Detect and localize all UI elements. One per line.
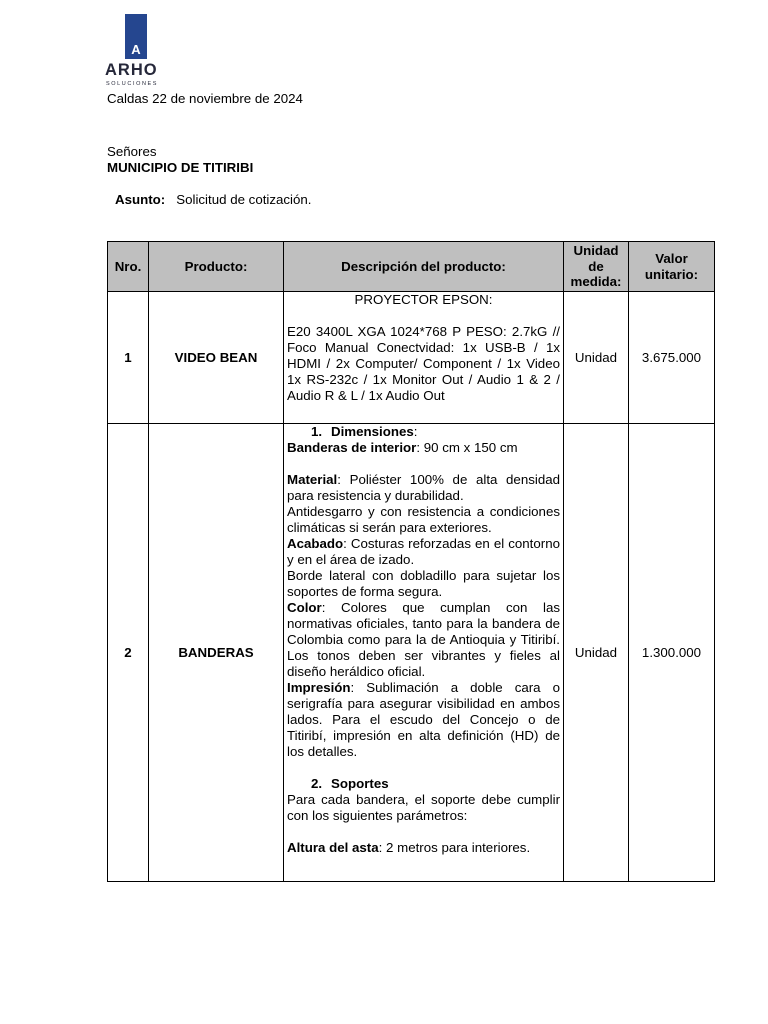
row-value: 1.300.000 bbox=[629, 424, 715, 882]
quotation-table bbox=[107, 241, 715, 882]
acabado-label: Acabado bbox=[287, 536, 344, 551]
header-nro: Nro. bbox=[108, 242, 149, 292]
recipient: MUNICIPIO DE TITIRIBI bbox=[107, 160, 254, 175]
table-header-row bbox=[108, 242, 715, 292]
row-description bbox=[284, 424, 564, 882]
color-spec bbox=[287, 600, 560, 680]
section-number: 2. bbox=[311, 776, 323, 791]
logo-name: ARHO bbox=[105, 61, 158, 79]
table-row bbox=[108, 292, 715, 424]
material-text: : Poliéster 100% de alta densidad para resistencia y durabilidad. bbox=[287, 472, 560, 503]
header-product: Producto: bbox=[149, 242, 284, 292]
color-label: Color bbox=[287, 600, 322, 615]
subject-line bbox=[115, 192, 312, 208]
salutation: Señores bbox=[107, 144, 157, 159]
letter-date: Caldas 22 de noviembre de 2024 bbox=[107, 91, 303, 106]
altura-text: : 2 metros para interiores. bbox=[378, 840, 531, 855]
desc-body: E20 3400L XGA 1024*768 P PESO: 2.7kG // Foco Manual Conectvidad: 1x USB-B / 1x HDMI / 2x Computer/ Component / 1x Video 1x RS-232c / 1x Monitor Out / Audio 1 & 2 / Audio R & L / 1x Audio Out bbox=[287, 324, 560, 403]
header-description: Descripción del producto: bbox=[284, 242, 564, 292]
desc-title: PROYECTOR EPSON: bbox=[354, 292, 493, 307]
borde-spec: Borde lateral con dobladillo para sujetar los soportes de forma segura. bbox=[287, 568, 560, 599]
row-value: 3.675.000 bbox=[629, 292, 715, 424]
table-row bbox=[108, 424, 715, 882]
logo-subtitle: SOLUCIONES bbox=[106, 81, 159, 87]
header-value: Valor unitario: bbox=[629, 242, 715, 292]
row-unit: Unidad bbox=[564, 424, 629, 882]
altura-label: Altura del asta bbox=[287, 840, 379, 855]
logo-mark bbox=[125, 14, 147, 59]
impresion-spec bbox=[287, 680, 560, 760]
interior-size bbox=[287, 440, 560, 456]
acabado-text: : Costuras reforzadas en el contorno y en el área de izado. bbox=[287, 536, 560, 567]
section-soportes bbox=[287, 776, 560, 792]
row-number: 2 bbox=[108, 424, 149, 882]
acabado-spec bbox=[287, 536, 560, 568]
interior-label: Banderas de interior bbox=[287, 440, 417, 455]
antidesgarro-spec: Antidesgarro y con resistencia a condiciones climáticas si serán para exteriores. bbox=[287, 504, 560, 535]
section-title: Soportes bbox=[331, 776, 389, 791]
material-spec bbox=[287, 472, 560, 504]
subject-text: Solicitud de cotización. bbox=[176, 192, 312, 207]
row-product: VIDEO BEAN bbox=[149, 292, 284, 424]
header-unit: Unidad de medida: bbox=[564, 242, 629, 292]
section-colon: : bbox=[413, 424, 418, 439]
impresion-label: Impresión bbox=[287, 680, 351, 695]
logo-letter: A bbox=[131, 42, 141, 57]
subject-label: Asunto: bbox=[115, 192, 166, 207]
color-text: : Colores que cumplan con las normativas oficiales, tanto para la bandera de Colombia como para la de Antioquia y Titiribí. Los tonos deben ser vibrantes y fieles al diseño heráldico oficial. bbox=[287, 600, 560, 679]
soportes-text: Para cada bandera, el soporte debe cumplir con los siguientes parámetros: bbox=[287, 792, 560, 823]
altura-spec bbox=[287, 840, 560, 856]
material-label: Material bbox=[287, 472, 338, 487]
row-unit: Unidad bbox=[564, 292, 629, 424]
impresion-text: : Sublimación a doble cara o serigrafía para asegurar visibilidad en ambos lados. Para el escudo del Concejo o de Titiribí, impresión en alta definición (HD) de los detalles. bbox=[287, 680, 560, 759]
section-title: Dimensiones bbox=[331, 424, 414, 439]
interior-text: : 90 cm x 150 cm bbox=[416, 440, 518, 455]
section-dimensiones bbox=[287, 424, 560, 440]
section-number: 1. bbox=[311, 424, 323, 439]
row-description bbox=[284, 292, 564, 424]
row-product: BANDERAS bbox=[149, 424, 284, 882]
row-number: 1 bbox=[108, 292, 149, 424]
